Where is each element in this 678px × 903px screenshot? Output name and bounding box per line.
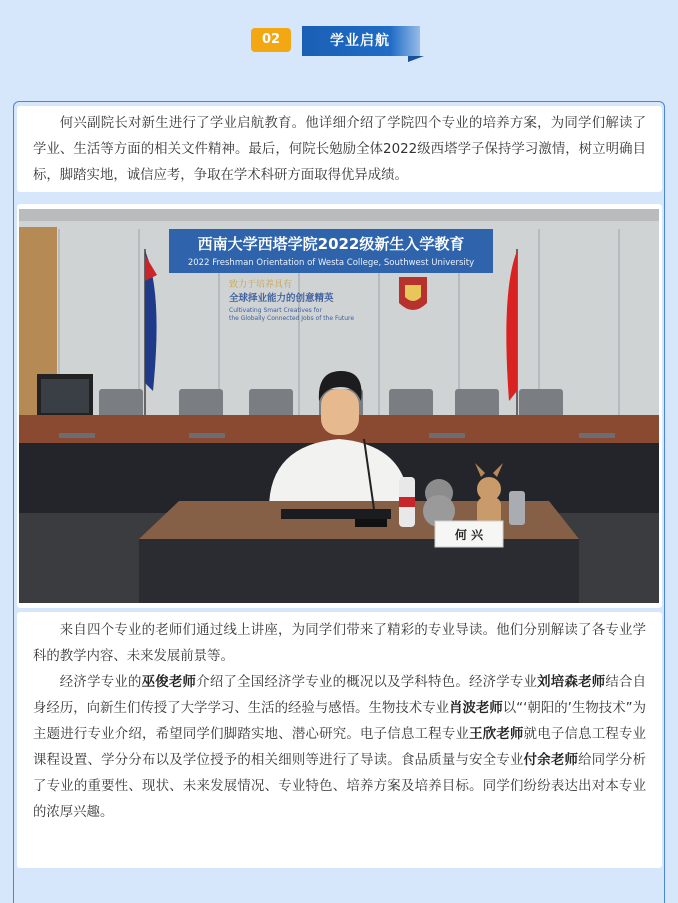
lecture-photo	[19, 209, 659, 603]
teacher-name: 肖波老师	[449, 701, 503, 716]
nameplate-text: 何 兴	[454, 528, 484, 542]
lecture-photo-scene	[19, 209, 659, 603]
teacher-details-paragraph: 经济学专业的巫俊老师介绍了全国经济学专业的概况以及学科特色。经济学专业刘培森老师结合自身经历，向新生们传授了大学学习、生活的经验与感悟。生物技术专业肖波老师以“‘朝阳的’生物技术”为主题进行专业介绍，希望同学们脚踏实地、潜心研究。电子信息工程专业王欣老师就电子信息工程专业课程设置、学分分布以及学位授予的相关细则等进行了导读。食品质量与安全专业付余老师给同学分析了专业的重要性、现状、未来发展情况、专业特色、培养方案及培养目标。同学们纷纷表达出对本专业的浓厚兴趣。	[33, 675, 647, 820]
teacher-name: 付余老师	[523, 753, 579, 768]
slogan-line-2: 全球择业能力的创意精英	[229, 293, 334, 304]
section-header	[0, 0, 678, 100]
teacher-name: 刘培森老师	[537, 675, 606, 690]
section-number-badge: 02	[251, 28, 291, 52]
intro-card	[17, 106, 662, 192]
main-text-card	[17, 612, 662, 868]
intro-paragraph: 何兴副院长对新生进行了学业启航教育。他详细介绍了学院四个专业的培养方案，为同学们解读了学业、生活等方面的相关文件精神。最后，何院长勉励全体2022级西塔学子保持学习激情，树立明确目标，脚踏实地，诚信应考，争取在学术科研方面取得优异成绩。	[33, 116, 646, 183]
section-title: 学业启航	[302, 26, 420, 56]
banner-subtitle: 2022 Freshman Orientation of Westa College, Southwest University	[187, 258, 475, 268]
slogan-line-1: 致力于培养具有	[229, 280, 293, 290]
lecture-summary-paragraph: 来自四个专业的老师们通过线上讲座，为同学们带来了精彩的专业导读。他们分别解读了各专业学科的教学内容、未来发展前景等。	[33, 623, 646, 664]
slogan-en-1: Cultivating Smart Creatives for	[229, 307, 322, 314]
title-ribbon-fold	[408, 56, 424, 62]
teacher-name: 巫俊老师	[141, 675, 197, 690]
college-crest-icon	[399, 277, 427, 310]
banner-title: 西南大学西塔学院2022级新生入学教育	[197, 235, 465, 253]
slogan-en-2: the Globally Connected Jobs of the Future	[229, 315, 355, 322]
teacher-name: 王欣老师	[469, 727, 524, 742]
